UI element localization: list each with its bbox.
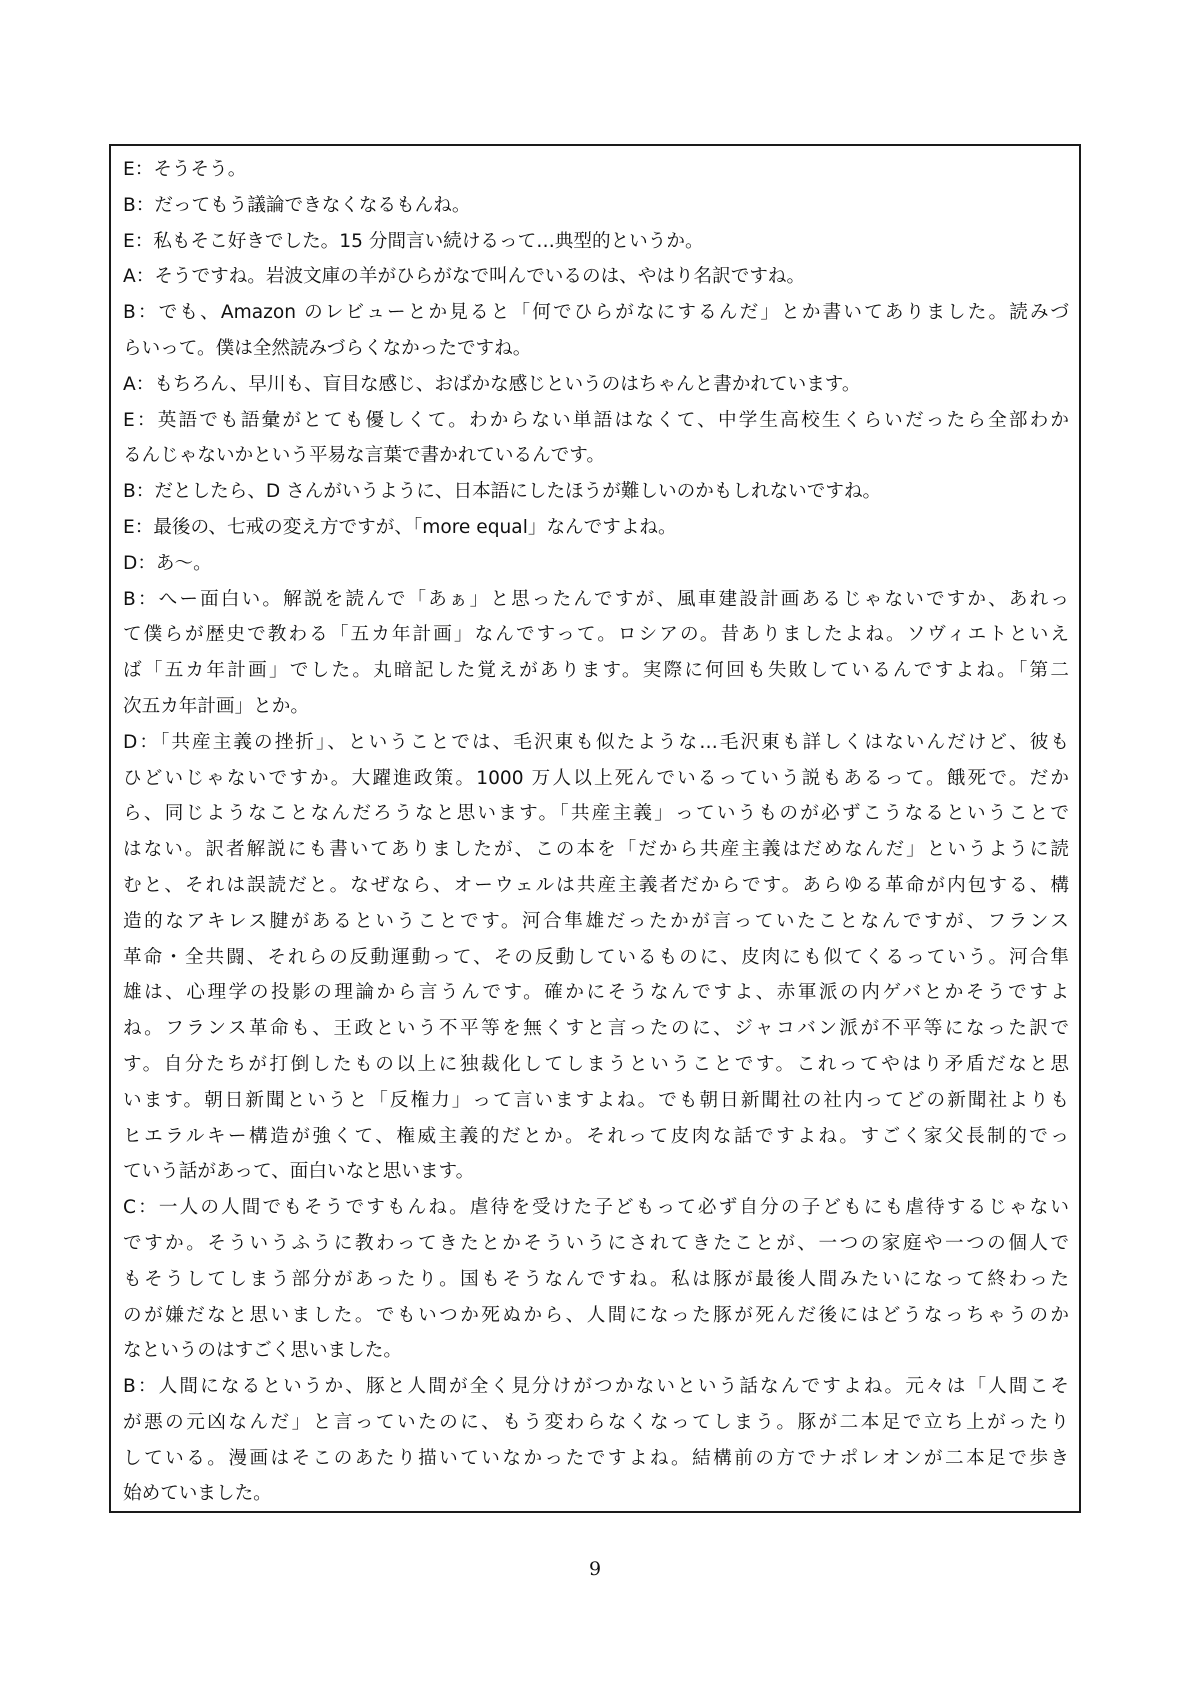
transcript-line: ですか。そういうふうに教わってきたとかそういうにされてきたことが、一つの家庭や一つの個人で xyxy=(123,1232,1069,1254)
transcript-line: B：へー面白い。解説を読んで「あぁ」と思ったんですが、風車建設計画あるじゃないですか、あれっ xyxy=(123,588,1069,610)
transcript-line: す。自分たちが打倒したもの以上に独裁化してしまうということです。これってやはり矛盾だなと思 xyxy=(123,1053,1069,1075)
transcript-line: 始めていました。 xyxy=(123,1483,272,1505)
transcript-line: らいって。僕は全然読みづらくなかったですね。 xyxy=(123,337,532,359)
transcript-box xyxy=(109,144,1081,1513)
transcript-line: のが嫌だなと思いました。でもいつか死ぬから、人間になった豚が死んだ後にはどうなっちゃうのか xyxy=(123,1304,1069,1326)
transcript-line: ひどいじゃないですか。大躍進政策。1000 万人以上死んでいるっていう説もあるって。餓死で。だか xyxy=(123,767,1069,789)
transcript-line: B：でも、Amazon のレビューとか見ると「何でひらがなにするんだ」とか書いてありました。読みづ xyxy=(123,302,1069,324)
transcript-line: ば「五カ年計画」でした。丸暗記した覚えがあります。実際に何回も失敗しているんですよね。「第二 xyxy=(123,660,1069,682)
transcript-line: A：もちろん、早川も、盲目な感じ、おばかな感じというのはちゃんと書かれています。 xyxy=(123,373,861,395)
transcript-line: B：人間になるというか、豚と人間が全く見分けがつかないという話なんですよね。元々は「人間こそ xyxy=(123,1376,1069,1398)
page-number: 9 xyxy=(588,1558,602,1580)
transcript-line: A：そうですね。岩波文庫の羊がひらがなで叫んでいるのは、やはり名訳ですね。 xyxy=(123,266,806,288)
transcript-line: はない。訳者解説にも書いてありましたが、この本を「だから共産主義はだめなんだ」というように読 xyxy=(123,839,1069,861)
transcript-line: ら、同じようなことなんだろうなと思います。「共産主義」っていうものが必ずこうなるということで xyxy=(123,803,1069,825)
transcript-line: 革命・全共闘、それらの反動運動って、その反動しているものに、皮肉にも似てくるっていう。河合隼 xyxy=(123,946,1069,968)
transcript-line: 雄は、心理学の投影の理論から言うんです。確かにそうなんですよ、赤軍派の内ゲバとかそうですよ xyxy=(123,982,1069,1004)
transcript-line: なというのはすごく思いました。 xyxy=(123,1340,402,1362)
transcript-line: ね。フランス革命も、王政という不平等を無くすと言ったのに、ジャコバン派が不平等になった訳で xyxy=(123,1018,1069,1040)
transcript-line: B：だとしたら、D さんがいうように、日本語にしたほうが難しいのかもしれないですね。 xyxy=(123,481,882,503)
transcript-line: E：最後の、七戒の変え方ですが、「more equal」なんですよね。 xyxy=(123,516,677,538)
transcript-line: D：「共産主義の挫折」、ということでは、毛沢東も似たような…毛沢東も詳しくはないんだけど、彼も xyxy=(123,731,1069,753)
transcript-line: E：英語でも語彙がとても優しくて。わからない単語はなくて、中学生高校生くらいだったら全部わか xyxy=(123,409,1069,431)
transcript-line: むと、それは誤読だと。なぜなら、オーウェルは共産主義者だからです。あらゆる革命が内包する、構 xyxy=(123,874,1069,896)
transcript-line: 造的なアキレス腱があるということです。河合隼雄だったかが言っていたことなんですが、フランス xyxy=(123,910,1069,932)
transcript-line: E：私もそこ好きでした。15 分間言い続けるって…典型的というか。 xyxy=(123,230,704,252)
transcript-line: D：あ～。 xyxy=(123,552,212,574)
transcript-line: ヒエラルキー構造が強くて、権威主義的だとか。それって皮肉な話ですよね。すごく家父長制的でっ xyxy=(123,1125,1069,1147)
transcript-line: している。漫画はそこのあたり描いていなかったですよね。結構前の方でナポレオンが二本足で歩き xyxy=(123,1447,1069,1469)
transcript-line: C：一人の人間でもそうですもんね。虐待を受けた子どもって必ず自分の子どもにも虐待するじゃない xyxy=(123,1197,1069,1219)
transcript-line: て僕らが歴史で教わる「五カ年計画」なんですって。ロシアの。昔ありましたよね。ソヴィエトといえ xyxy=(123,624,1069,646)
transcript-line: B：だってもう議論できなくなるもんね。 xyxy=(123,194,471,216)
transcript-line: ていう話があって、面白いなと思います。 xyxy=(123,1161,475,1183)
transcript-line: 次五カ年計画」とか。 xyxy=(123,695,309,717)
transcript-line: もそうしてしまう部分があったり。国もそうなんですね。私は豚が最後人間みたいになって終わった xyxy=(123,1268,1069,1290)
transcript-line: います。朝日新聞というと「反権力」って言いますよね。でも朝日新聞社の社内ってどの新聞社よりも xyxy=(123,1089,1069,1111)
transcript-line: E：そうそう。 xyxy=(123,159,247,180)
transcript-line: るんじゃないかという平易な言葉で書かれているんです。 xyxy=(123,445,605,467)
transcript-line: が悪の元凶なんだ」と言っていたのに、もう変わらなくなってしまう。豚が二本足で立ち上がったり xyxy=(123,1411,1069,1433)
